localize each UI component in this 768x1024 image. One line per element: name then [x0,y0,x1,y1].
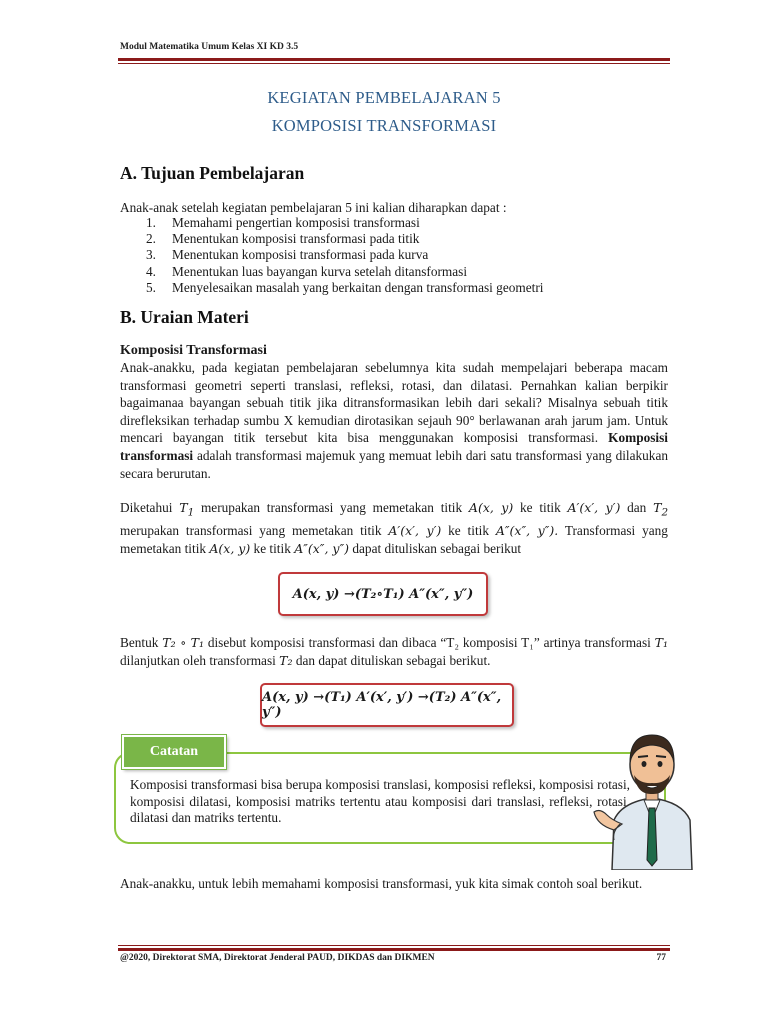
list-item: 4. Menentukan luas bayangan kurva setelah ditansformasi [146,263,468,279]
paragraph-definition: Diketahui $T_1$ merupakan transformasi yang memetakan titik A(x, y) ke titik A′(x′, y′) dan $T_2$ merupakan transformasi yang memetakan titik A′(x′, y′) ke titik A″(x″, y″). Transformasi yang memetakan titik A(x, y) ke titik A″(x″, y″) dapat dituliskan sebagai berikut [120,500,669,556]
page-title: KEGIATAN PEMBELAJARAN 5 [267,88,501,107]
page-footer: @2020, Direktorat SMA, Direktorat Jenderal PAUD, DIKDAS dan DIKMEN [120,953,435,963]
paragraph-intro: Anak-anakku, pada kegiatan pembelajaran sebelumnya kita sudah mempelajari beberapa macam transformasi geometri seperti translasi, refleksi, rotasi, dan dilatasi. Pernahkan kalian berpikir bagaimanaa bayangan sebuah titik jika ditransformasikan lebih dari sekali? Misalnya sebuah titik direfleksikan terhadap sumbu X kemudian dirotasikan sejauh 90° berlawanan arah jarum jam. Untuk mencari bayangan titik tersebut kita bisa menggunakan komposisi transformasi. Komposisi transformasi adalah transformasi majemuk yang memuat lebih dari satu transformasi yang dilakukan secara berurutan. [120,360,668,481]
page-subtitle: KOMPOSISI TRANSFORMASI [271,116,497,135]
paragraph-composition: Bentuk T₂ ∘ T₁ disebut komposisi transformasi dan dibaca “T₂ komposisi T₁” artinya transformasi T₁ dilanjutkan oleh transformasi T₂ dan dapat dituliskan sebagai berikut. [120,635,668,668]
teacher-illustration [592,720,712,870]
footer-rule [118,945,670,951]
objectives-list [146,215,543,296]
subheading: Komposisi Transformasi [120,343,267,358]
page-header: Modul Matematika Umum Kelas XI KD 3.5 [120,42,299,52]
list-item: 3. Menentukan komposisi transformasi pada kurva [146,247,429,263]
page-number: 77 [656,953,666,963]
closing-paragraph: Anak-anakku, untuk lebih memahami komposisi transformasi, yuk kita simak contoh soal berikut. [120,876,643,891]
note-tab: Catatan [122,735,226,769]
note-text: Komposisi transformasi bisa berupa komposisi translasi, komposisi refleksi, komposisi rotasi, komposisi dilatasi, komposisi matriks tertentu atau komposisi dari translasi, refleksi, rotasi, dilatasi dan matriks tertentu. [130,777,630,825]
section-a-heading: A. Tujuan Pembelajaran [120,163,305,183]
header-rule [118,58,670,64]
section-b-heading: B. Uraian Materi [120,307,249,327]
list-item: 2. Menentukan komposisi transformasi pada titik [146,231,420,247]
formula-box-composition: A(x, y) →(T₂∘T₁) A″(x″, y″) [278,572,488,616]
formula-box-steps: A(x, y) →(T₁) A′(x′, y′) →(T₂) A″(x″, y″) [260,683,514,727]
objectives-intro: Anak-anak setelah kegiatan pembelajaran 5 ini kalian diharapkan dapat : [120,200,507,215]
list-item: 1. Memahami pengertian komposisi transformasi [146,215,420,230]
list-item: 5. Menyelesaikan masalah yang berkaitan dengan transformasi geometri [146,279,544,295]
